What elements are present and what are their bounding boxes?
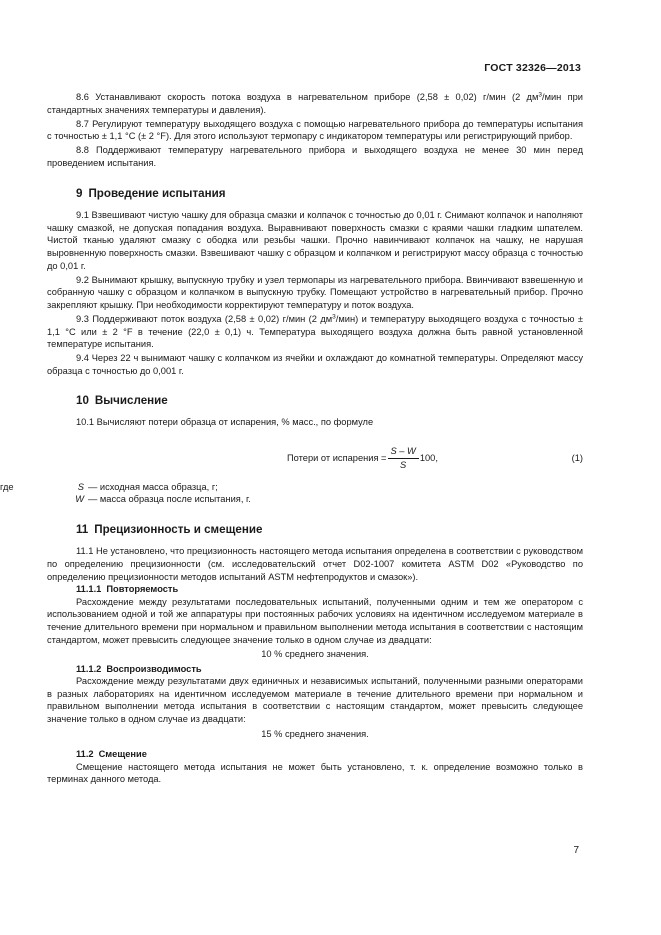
subsection-11-1-1-heading: 11.1.1 Повторяемость: [76, 584, 179, 595]
paragraph-11-1-1: Расхождение между результатами последовательных испытаний, полученными одним и тем же оператором с использованием одной и той же аппаратуры при постоянных рабочих условиях на идентичном исследуемом материале в течение длительного времени при нормальном и правильном выполнении метода испытания в соответствии с настоящим стандартом, может превысить следующее значение только в одном случае из двадцати:: [47, 596, 583, 645]
paragraph-9-1: 9.1 Взвешивают чистую чашку для образца смазки и колпачок с точностью до 0,01 г. Снимают колпачок и наполняют чашку смазкой, не допуская попадания воздуха. Выравнивают поверхность смазки с краями чашки гладким шпателем. Чистой тканью удаляют смазку с ободка или резьбы чашки. Прочно навинчивают колпачок на чашку, не нарушая выровненную поверхность смазки. Взвешивают чашку с образцом и колпачком и регистрируют массу образца с точностью до 0,01 г.: [47, 210, 583, 271]
formula-fraction: [388, 446, 419, 471]
variable-row: [47, 493, 583, 506]
variable-symbol: S: [77, 481, 84, 492]
formula-number: (1): [571, 452, 583, 463]
paragraph-8-7: 8.7 Регулируют температуру выходящего воздуха с помощью нагревательного прибора до температуры испытания с точностью ± 1,1 °С (± 2 °F). Для этого используют термопару с индикатором температуры или регистрирующий прибор.: [47, 118, 583, 142]
formula-lhs: Потери от испарения =: [287, 452, 387, 463]
paragraph-11-1: 11.1 Не установлено, что прецизионность настоящего метода испытания определена в соответствии с руководством по определению прецизионности (см. исследовательский отчет D02-1007 комитета ASTM D02 «Руководство по определению прецизионности методов испытаний ASTM нефтепродуктов и смазок»).: [47, 546, 583, 582]
variable-description: — исходная масса образца, г;: [88, 481, 218, 492]
paragraph-9-2: 9.2 Вынимают крышку, выпускную трубку и узел термопары из нагревательного прибора. Ввинчивают взвешенную и собранную чашку с образцом и колпачком в выпускную трубку. Помещают устройство в нагревательный прибор. Прочно закрепляют крышку. При необходимости корректируют температуру и поток воздуха.: [47, 274, 583, 310]
reproducibility-value: 15 % среднего значения.: [261, 728, 369, 739]
paragraph-9-4: 9.4 Через 22 ч вынимают чашку с колпачком из ячейки и охлаждают до комнатной температуры. Определяют массу образца с точностью до 0,001 г.: [47, 353, 583, 376]
formula-numerator: S – W: [388, 446, 419, 459]
formula-rhs: 100,: [419, 452, 438, 463]
section-9-heading: 9 Проведение испытания: [76, 186, 226, 200]
section-11-heading: 11 Прецизионность и смещение: [76, 522, 263, 536]
paragraph-11-1-2: Расхождение между результатами двух единичных и независимых испытаний, полученными разными операторами в разных лабораториях на идентичном исследуемом материале в течение длительного времени при нормальном и правильном выполнении метода испытания в соответствии с настоящим стандартом, может превысить следующее значение только в одном случае из двадцати:: [47, 676, 583, 725]
variable-definitions: [0, 481, 583, 506]
document-body: [0, 91, 583, 786]
document-header: ГОСТ 32326—2013: [484, 62, 581, 74]
formula-denominator: S: [400, 459, 407, 470]
page-number: 7: [573, 845, 579, 856]
section-10-heading: 10 Вычисление: [76, 394, 168, 408]
paragraph-8-8: 8.8 Поддерживают температуру нагревательного прибора и выходящего воздуха не менее 30 мин перед проведением испытания.: [47, 145, 583, 168]
subsection-11-2-heading: 11.2 Смещение: [76, 749, 147, 760]
variable-symbol: W: [75, 494, 84, 505]
where-label: где: [0, 481, 14, 492]
variable-description: — масса образца после испытания, г.: [88, 494, 251, 505]
paragraph-8-6: 8.6 Устанавливают скорость потока воздуха в нагревательном приборе (2,58 ± 0,02) г/мин (2 $дм^3$/мин при стандартных значениях температуры и давления).: [47, 91, 583, 115]
subsection-11-1-2-heading: 11.1.2 Воспроизводимость: [76, 663, 202, 674]
variable-row: [0, 481, 583, 494]
paragraph-10-1: 10.1 Вычисляют потери образца от испарения, % масс., по формуле: [76, 416, 374, 427]
paragraph-11-2: Смещение настоящего метода испытания не может быть установлено, т. к. определение возможно только в терминах данного метода.: [47, 761, 583, 785]
formula-1: [47, 439, 583, 475]
repeatability-value: 10 % среднего значения.: [261, 649, 369, 660]
paragraph-9-3: 9.3 Поддерживают поток воздуха (2,58 ± 0,02) г/мин (2 $дм^3/мин$) и температуру выходящего воздуха с точностью ± 1,1 °С или ± 2 °F в течение (22,0 ± 0,1) ч. Температура выходящего воздуха должна быть равной установленной температуре испытания.: [47, 313, 583, 350]
